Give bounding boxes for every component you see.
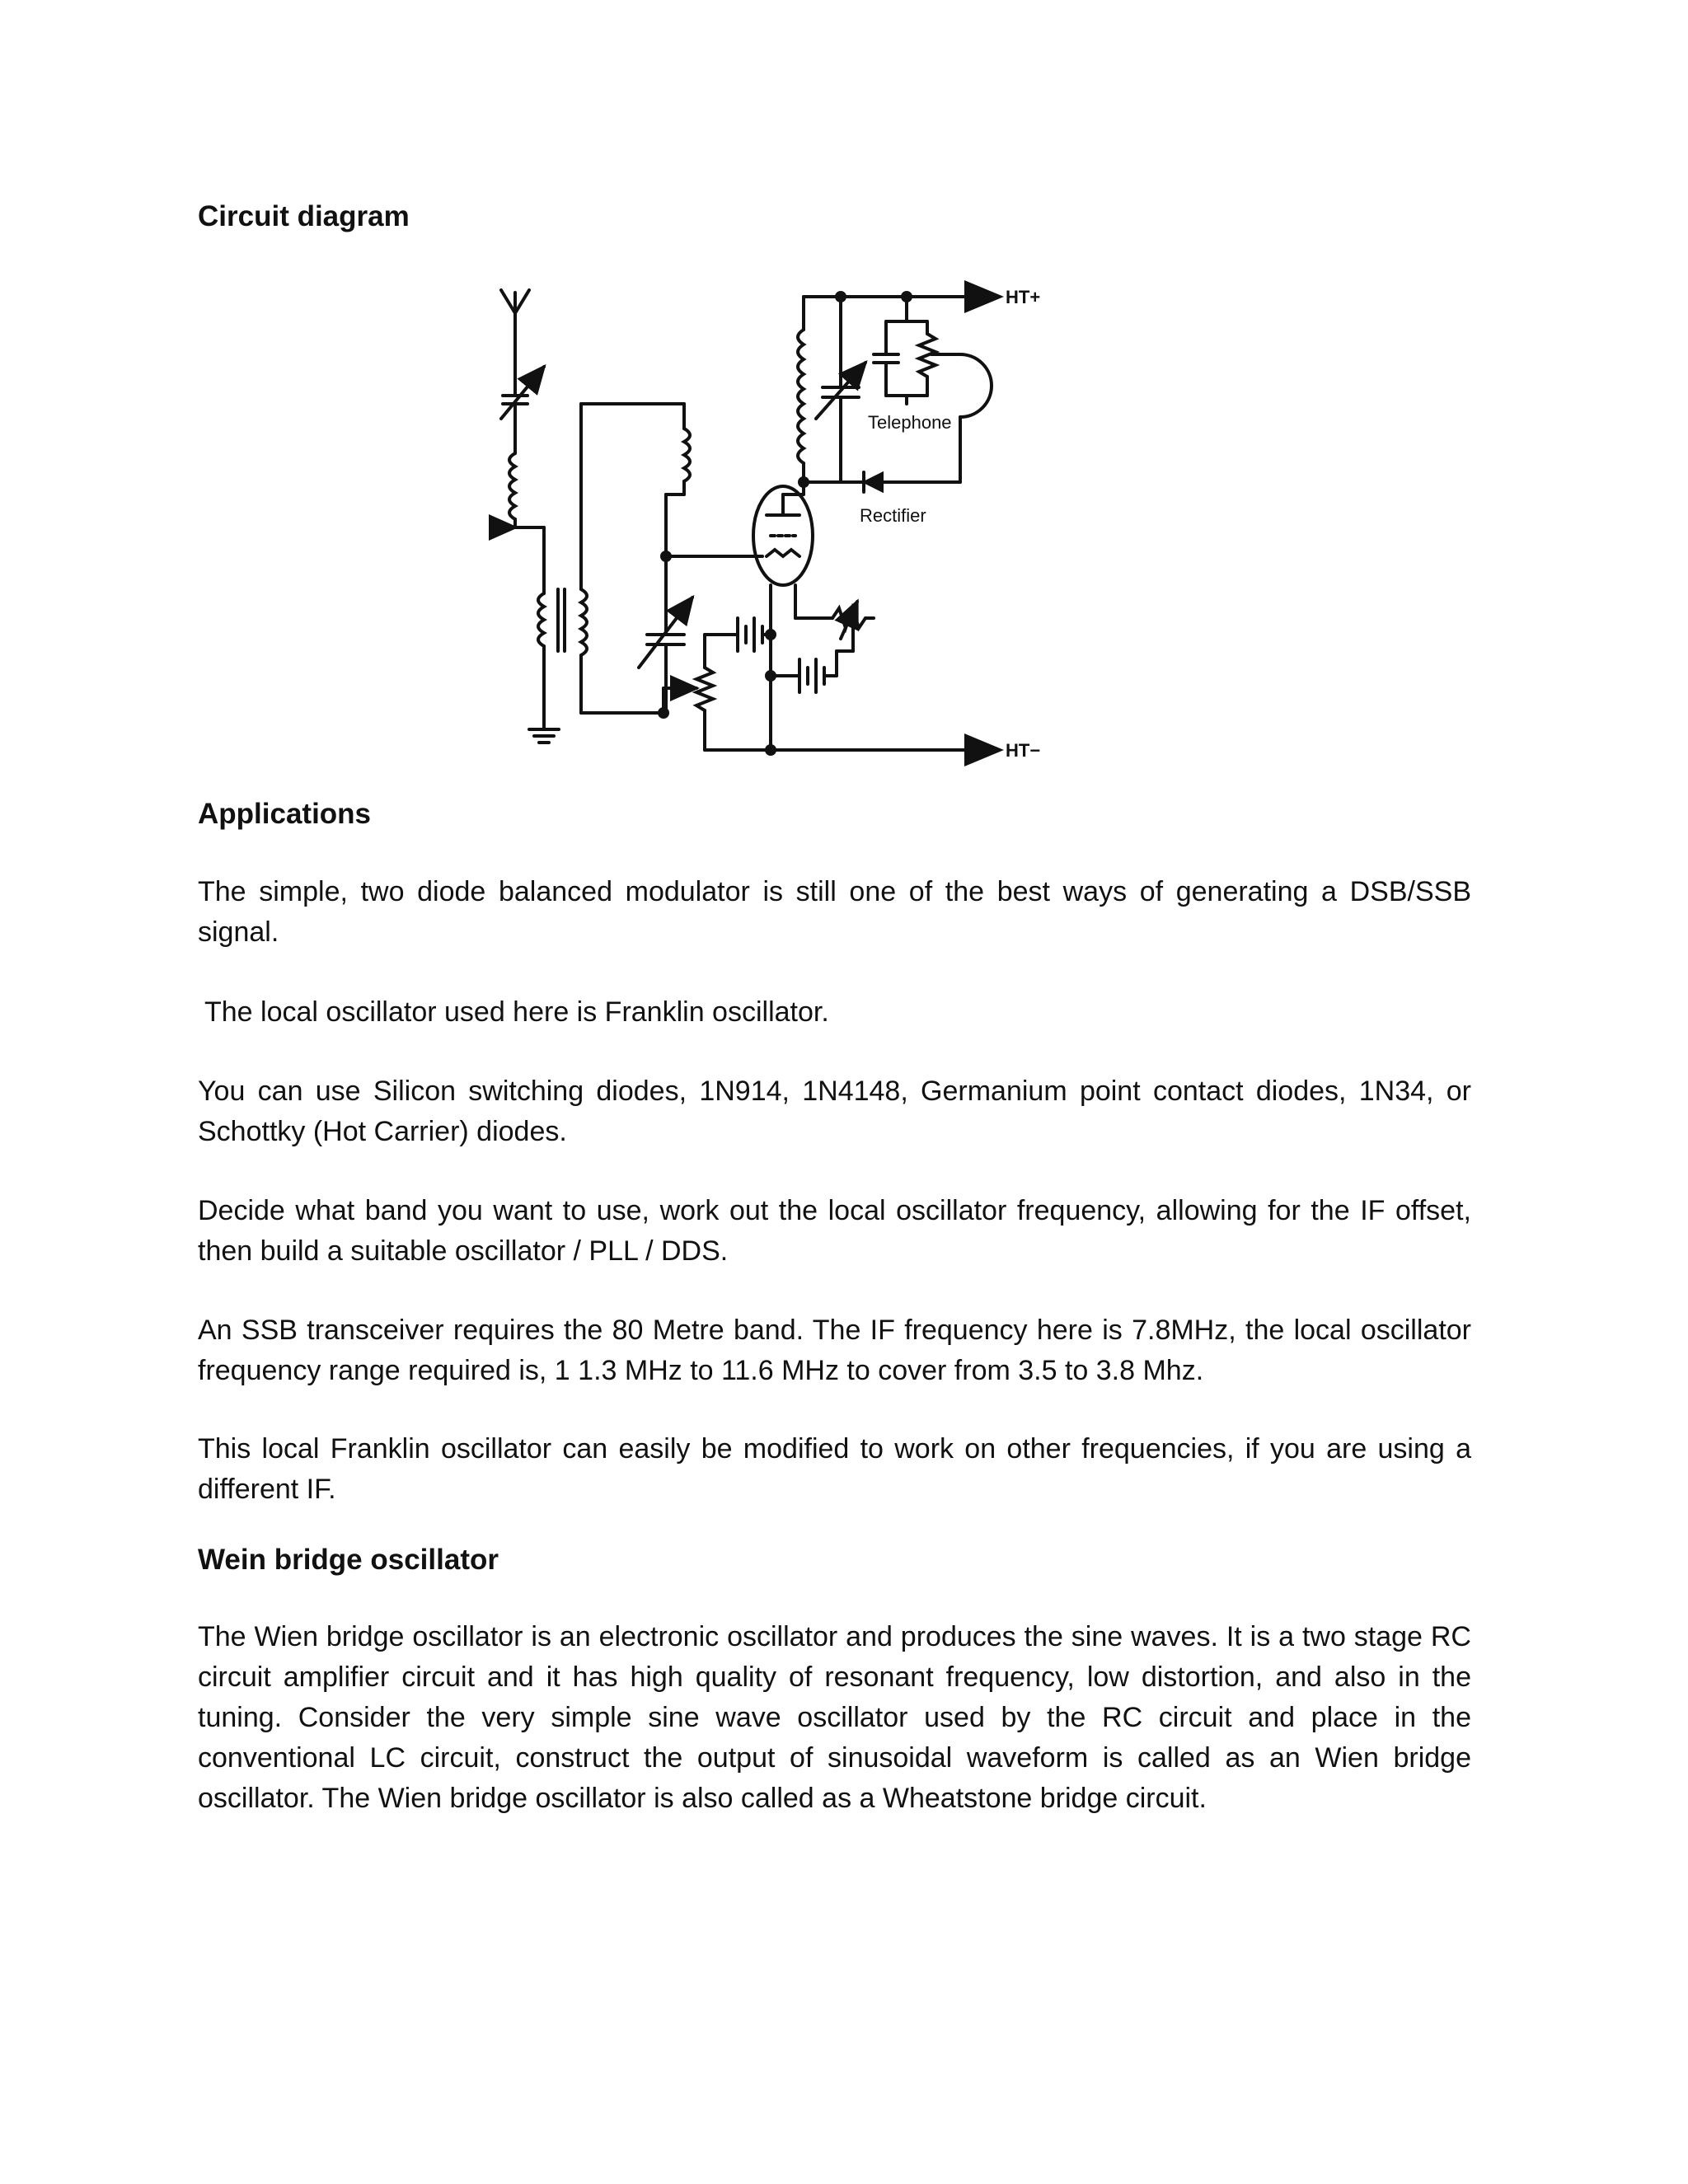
ground-symbol: [529, 729, 559, 743]
telephone-rc-network: [874, 297, 935, 404]
heading-applications: Applications: [198, 798, 372, 830]
paragraph-ssb-transceiver: An SSB transceiver requires the 80 Metre band. The IF frequency here is 7.8MHz, the local oscillator frequency range required is, 1 1.3 MHz to 11.6 MHz to cover from 3.5 to 3.8 Mhz.: [198, 1315, 1471, 1386]
paragraph-local-oscillator: The local oscillator used here is Franklin oscillator.: [204, 996, 829, 1028]
rectifier-diode: [841, 472, 960, 492]
grid-potentiometer: [663, 635, 713, 750]
antenna-symbol: [501, 290, 529, 396]
reaction-coil: [684, 429, 690, 481]
telephone-label: Telephone: [868, 412, 952, 433]
paragraph-franklin-modification: This local Franklin oscillator can easily be modified to work on other frequencies, if you are using a different IF.: [198, 1433, 1471, 1505]
heading-circuit-diagram: Circuit diagram: [198, 200, 410, 232]
triode-valve: [753, 486, 813, 618]
ht-minus-label: HT−: [1006, 740, 1041, 761]
grid-bias-battery: [705, 618, 771, 651]
heading-wein-bridge: Wein bridge oscillator: [198, 1544, 499, 1576]
paragraph-wien-bridge: The Wien bridge oscillator is an electronic oscillator and produces the sine waves. It is a two stage RC circuit amplifier circuit and it has high quality of resonant frequency, low distortion, and also in the tuning. Consider the very simple sine wave oscillator used by the RC circuit and place in the conventional LC circuit, construct the output of sinusoidal waveform is called as an Wien bridge oscillator. The Wien bridge oscillator is also called as a Wheatstone bridge circuit.: [198, 1621, 1471, 1814]
plate-tank-coil: [798, 330, 804, 463]
antenna-tuning-capacitor: [501, 367, 544, 453]
ht-plus-label: HT+: [1006, 287, 1041, 307]
rectifier-label: Rectifier: [860, 505, 926, 526]
plate-tuning-capacitor: [804, 297, 865, 482]
circuit-diagram: [486, 272, 1063, 766]
paragraph-band-choice: Decide what band you want to use, work out the local oscillator frequency, allowing for the IF offset, then build a suitable oscillator / PLL / DDS.: [198, 1195, 1471, 1267]
paragraph-diodes: You can use Silicon switching diodes, 1N914, 1N4148, Germanium point contact diodes, 1N34, or Schottky (Hot Carrier) diodes.: [198, 1076, 1471, 1147]
antenna-transformer-primary: [538, 593, 544, 646]
grid-transformer-secondary: [581, 589, 587, 655]
paragraph-balanced-modulator: The simple, two diode balanced modulator is still one of the best ways of generating a DSB/SSB signal.: [198, 876, 1471, 948]
loading-coil: [509, 453, 515, 519]
